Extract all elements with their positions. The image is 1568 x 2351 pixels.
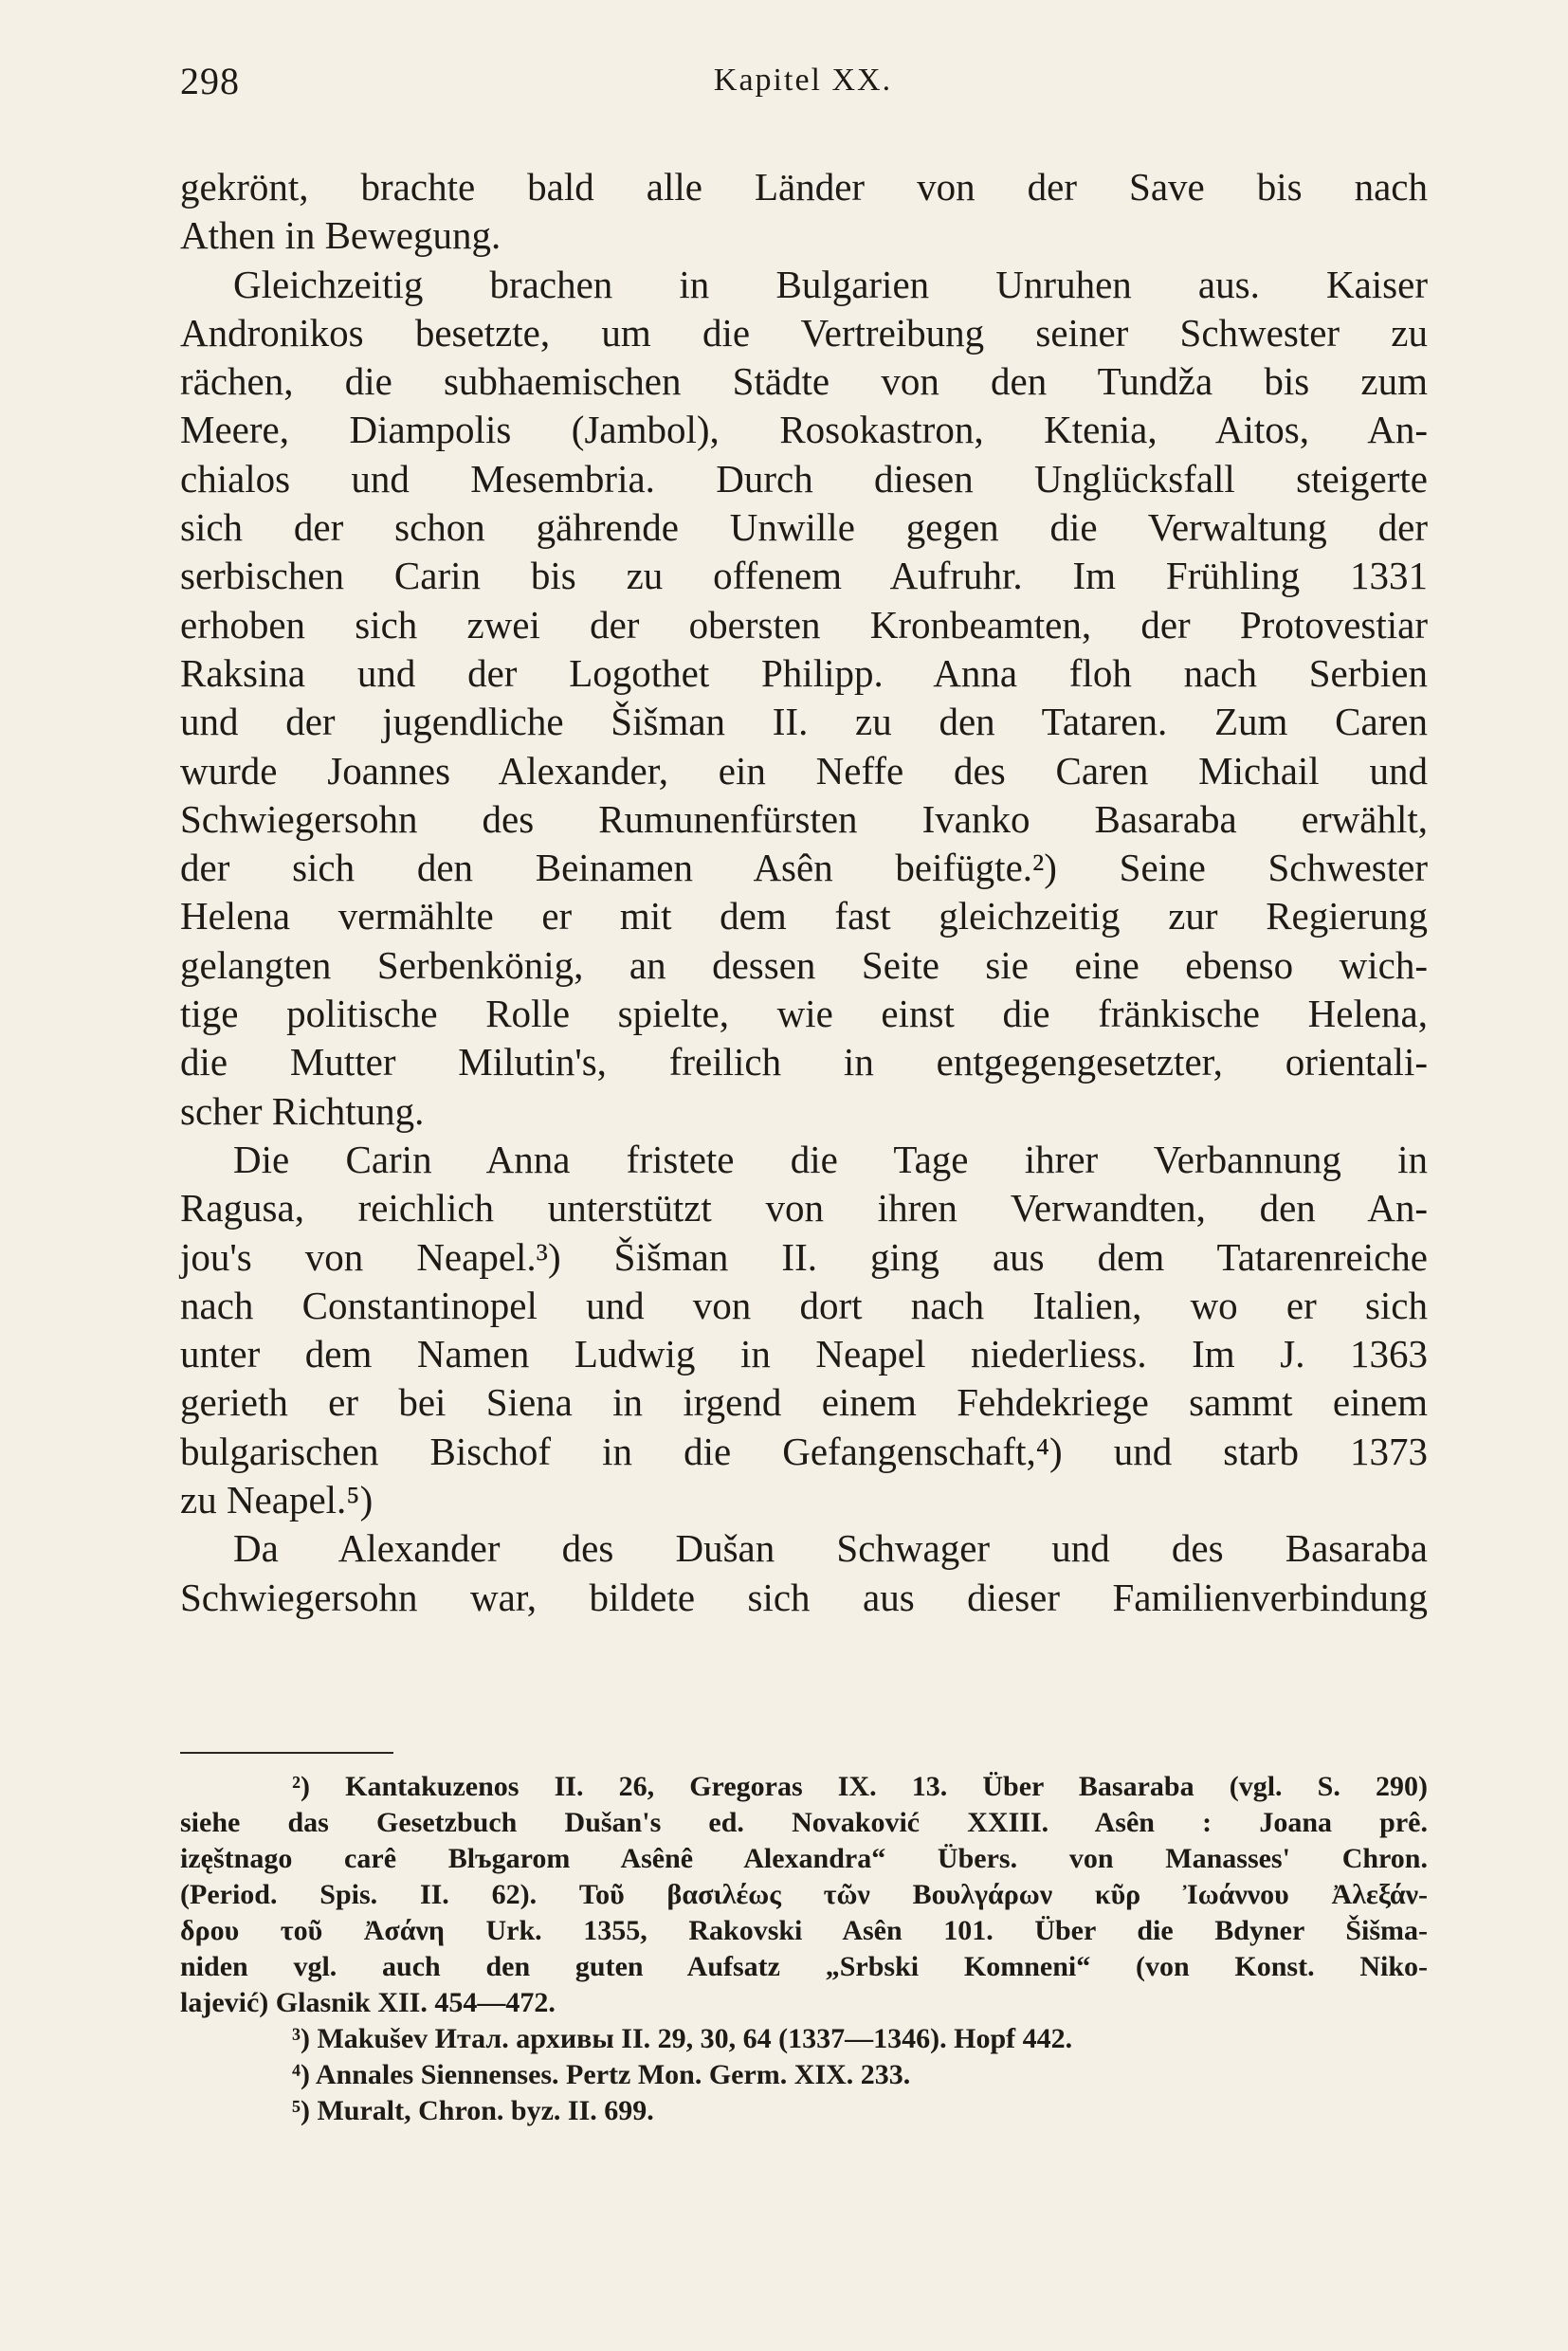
text-line: nach Constantinopel und von dort nach Italien, wo er sich bbox=[180, 1283, 1428, 1327]
text-line: Schwiegersohn des Rumunenfürsten Ivanko Basaraba erwählt, bbox=[180, 796, 1428, 841]
text-line: gerieth er bei Siena in irgend einem Fehdekriege sammt einem bbox=[180, 1380, 1428, 1425]
text-line: Gleichzeitig brachen in Bulgarien Unruhen aus. Kaiser bbox=[233, 262, 1428, 306]
text-line: Ragusa, reichlich unterstützt von ihren Verwandten, den An- bbox=[180, 1186, 1428, 1230]
text-line: Schwiegersohn war, bildete sich aus dieser Familienverbindung bbox=[180, 1575, 1428, 1619]
footnote-line: ³) Makušev Итал. архивы II. 29, 30, 64 (1337—1346). Hopf 442. bbox=[292, 2023, 1073, 2054]
text-line: Helena vermählte er mit dem fast gleichzeitig zur Regierung bbox=[180, 894, 1428, 939]
page-header bbox=[180, 59, 1426, 116]
text-line: die Mutter Milutin's, freilich in entgegengesetzter, orientali- bbox=[180, 1040, 1428, 1084]
footnote-line: niden vgl. auch den guten Aufsatz „Srbski Komneni“ (von Konst. Niko- bbox=[180, 1951, 1428, 1982]
footnotes bbox=[180, 1769, 1428, 2129]
text-line: scher Richtung. bbox=[180, 1088, 425, 1133]
text-line: Meere, Diampolis (Jambol), Rosokastron, Ktenia, Aitos, An- bbox=[180, 408, 1428, 452]
body-text bbox=[180, 163, 1428, 1622]
footnote-line: ⁴) Annales Siennenses. Pertz Mon. Germ. XIX. 233. bbox=[292, 2059, 911, 2090]
footnote-line: ²) Kantakuzenos II. 26, Gregoras IX. 13. Über Basaraba (vgl. S. 290) bbox=[292, 1771, 1428, 1802]
text-line: bulgarischen Bischof in die Gefangenschaft,⁴) und starb 1373 bbox=[180, 1429, 1428, 1473]
footnote-line: izęštnago carê Blъgarom Asênê Alexandra“ Übers. von Manasses' Chron. bbox=[180, 1843, 1428, 1874]
text-line: erhoben sich zwei der obersten Kronbeamten, der Protovestiar bbox=[180, 602, 1428, 647]
running-head: Kapitel XX. bbox=[713, 63, 893, 98]
text-line: tige politische Rolle spielte, wie einst die fränkische Helena, bbox=[180, 992, 1428, 1036]
text-line: wurde Joannes Alexander, ein Neffe des Caren Michail und bbox=[180, 748, 1428, 793]
footnote-line: lajević) Glasnik XII. 454—472. bbox=[180, 1987, 556, 2018]
text-line: rächen, die subhaemischen Städte von den Tundža bis zum bbox=[180, 359, 1428, 404]
text-line: serbischen Carin bis zu offenem Aufruhr. Im Frühling 1331 bbox=[180, 554, 1428, 598]
text-line: jou's von Neapel.³) Šišman II. ging aus dem Tatarenreiche bbox=[180, 1234, 1428, 1279]
footnote-divider bbox=[180, 1752, 393, 1754]
footnote-line: ⁵) Muralt, Chron. byz. II. 699. bbox=[292, 2095, 654, 2126]
footnote-line: siehe das Gesetzbuch Dušan's ed. Novaković XXIII. Asên : Joana prê. bbox=[180, 1807, 1428, 1838]
text-line: Athen in Bewegung. bbox=[180, 213, 501, 258]
text-line: Raksina und der Logothet Philipp. Anna floh nach Serbien bbox=[180, 650, 1428, 695]
text-line: der sich den Beinamen Asên beifügte.²) Seine Schwester bbox=[180, 846, 1428, 890]
footnote-line: (Period. Spis. II. 62). Τοῦ βασιλέως τῶν Βουλγάρων κῦρ Ἰωάννου Ἀλεξάν- bbox=[180, 1879, 1428, 1910]
text-line: unter dem Namen Ludwig in Neapel niederliess. Im J. 1363 bbox=[180, 1332, 1428, 1376]
page-number: 298 bbox=[180, 60, 240, 102]
text-line: chialos und Mesembria. Durch diesen Unglücksfall steigerte bbox=[180, 456, 1428, 501]
text-line: gelangten Serbenkönig, an dessen Seite sie eine ebenso wich- bbox=[180, 942, 1428, 987]
text-line: sich der schon gährende Unwille gegen die Verwaltung der bbox=[180, 505, 1428, 550]
text-line: gekrönt, brachte bald alle Länder von der Save bis nach bbox=[180, 165, 1428, 209]
text-line: und der jugendliche Šišman II. zu den Tataren. Zum Caren bbox=[180, 700, 1428, 744]
text-line: zu Neapel.⁵) bbox=[180, 1478, 374, 1522]
text-line: Andronikos besetzte, um die Vertreibung seiner Schwester zu bbox=[180, 310, 1428, 355]
text-line: Die Carin Anna fristete die Tage ihrer Verbannung in bbox=[233, 1137, 1428, 1181]
text-line: Da Alexander des Dušan Schwager und des Basaraba bbox=[233, 1526, 1428, 1571]
footnote-line: δρου τοῦ Ἀσάνη Urk. 1355, Rakovski Asên 101. Über die Bdyner Šišma- bbox=[180, 1915, 1428, 1946]
